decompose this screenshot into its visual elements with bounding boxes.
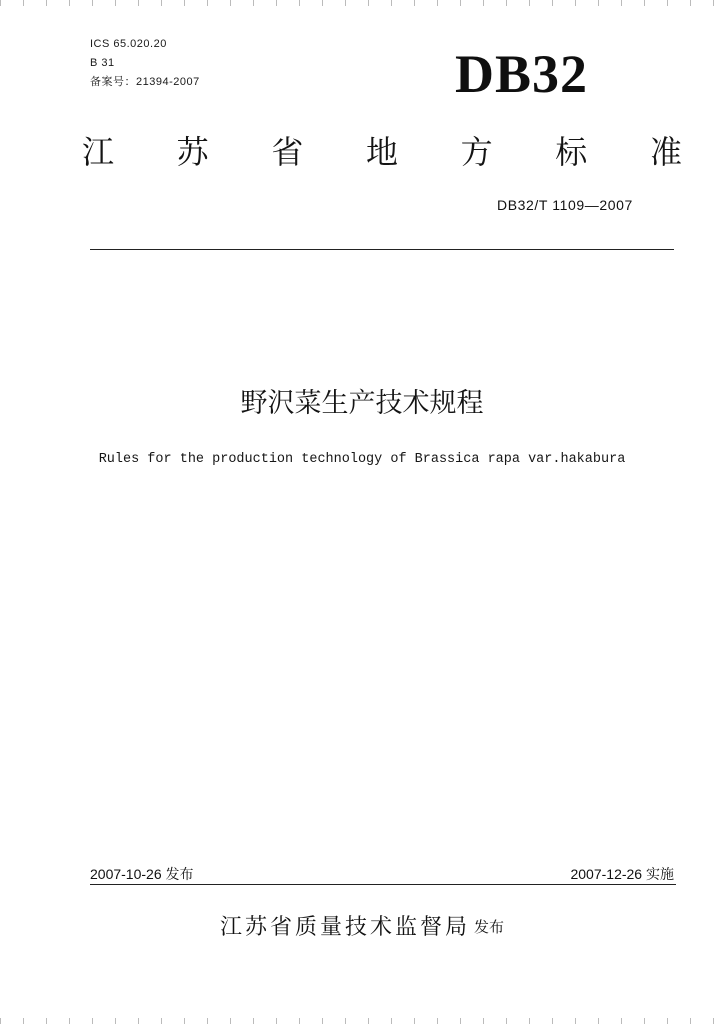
issuer-name: 江苏省质量技术监督局 [219, 915, 470, 940]
top-divider [90, 249, 674, 250]
standard-code: DB32/T 1109—2007 [497, 197, 633, 213]
bottom-divider [90, 884, 676, 885]
db32-logo: DB32 [455, 44, 589, 104]
standard-type-heading [82, 130, 682, 174]
standard-type-char: 方 [460, 133, 493, 171]
standard-type-char: 准 [649, 133, 682, 171]
issuer [0, 912, 724, 943]
document-title-zh: 野沢菜生产技术规程 [240, 388, 484, 419]
standard-type-char: 苏 [176, 133, 209, 171]
implementation-date: 2007-12-26 实施 [570, 866, 674, 882]
standard-type-char: 地 [365, 133, 398, 171]
record-number: 备案号：21394-2007 [90, 76, 200, 88]
ics-code: ICS 65.020.20 [90, 38, 167, 50]
standard-type-char: 省 [271, 133, 304, 171]
standard-type-char: 江 [82, 133, 115, 171]
issuer-suffix: 发布 [474, 918, 505, 936]
classification-code: B 31 [90, 57, 115, 69]
publish-date: 2007-10-26 发布 [90, 866, 194, 882]
scan-artifact-top [0, 0, 724, 6]
standard-type-char: 标 [555, 133, 588, 171]
document-title-en: Rules for the production technology of Brassica rapa var.hakabura [98, 452, 626, 467]
scan-artifact-bottom [0, 1018, 724, 1024]
